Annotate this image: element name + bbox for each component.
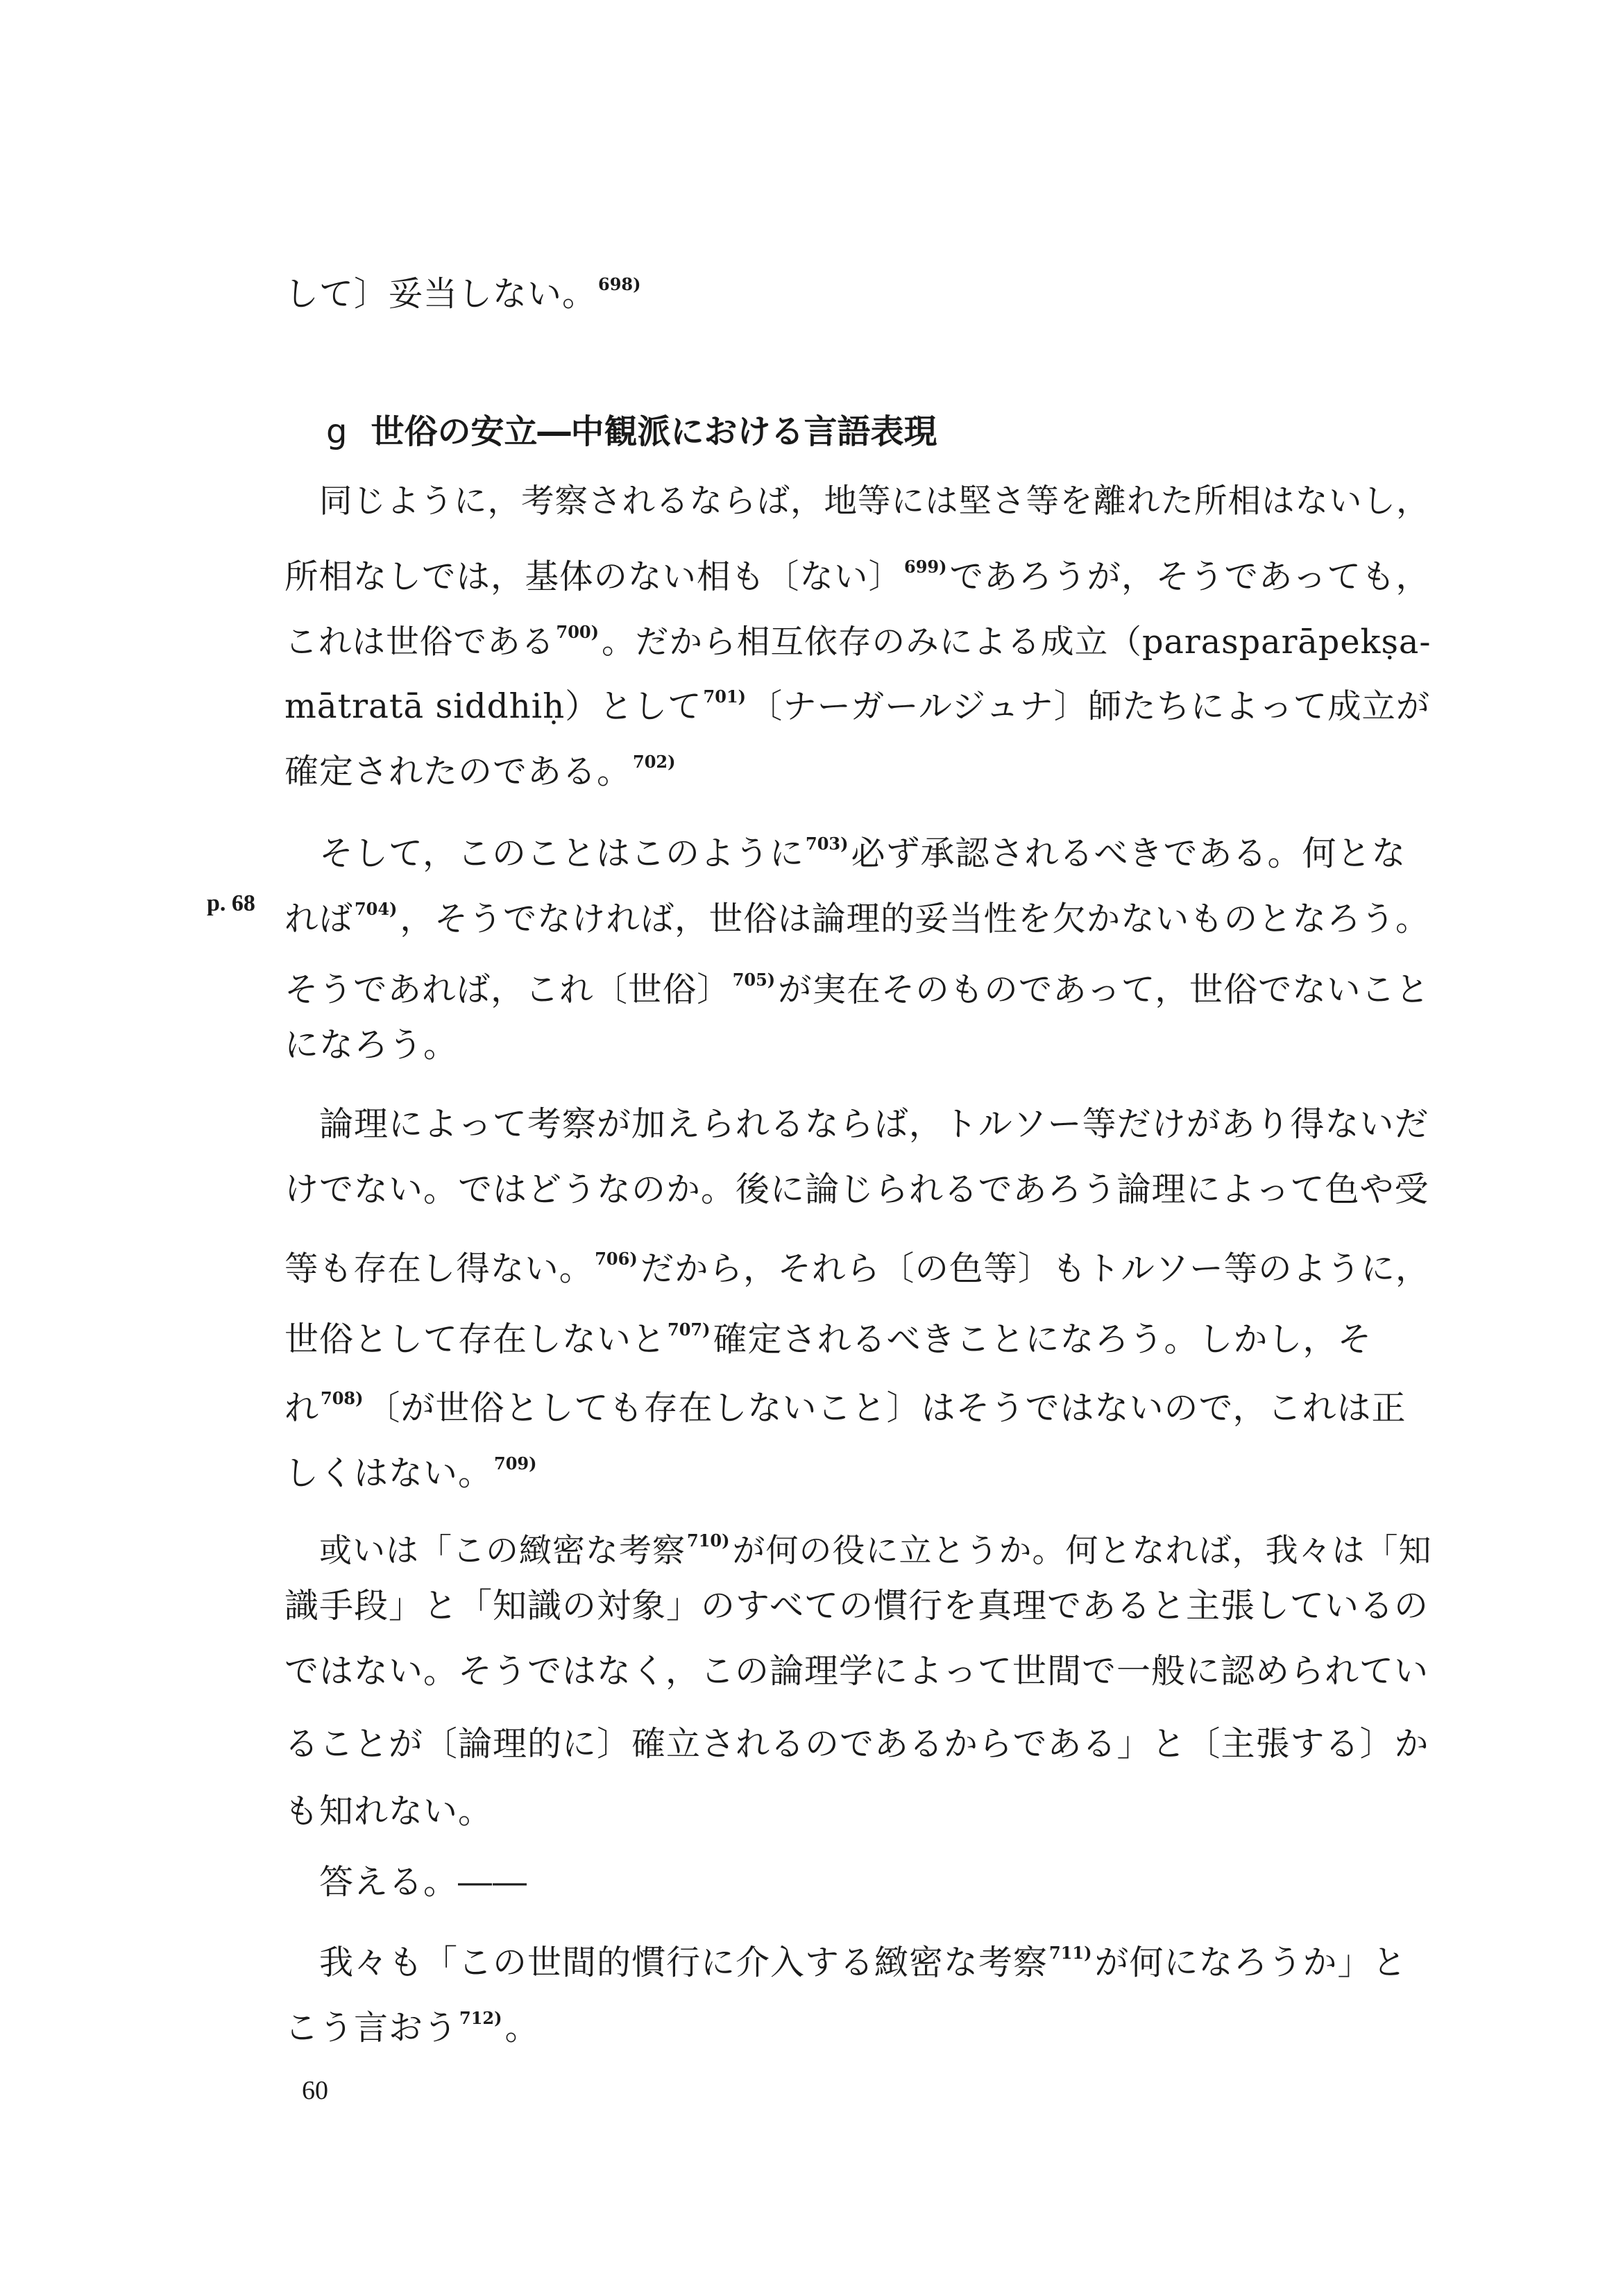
footnote-ref: 701): [703, 686, 746, 707]
text-line-17: 或いは「この緻密な考察$^{710)}$が何の役に立とうか。何となれば，我々は「知: [319, 1530, 1432, 1570]
text-line-18: 識手段」と「知識の対象」のすべての慣行を真理であると主張しているの: [284, 1586, 1429, 1626]
text-line-21: も知れない。: [284, 1791, 493, 1831]
footnote-ref: 703): [806, 834, 849, 854]
footnote-ref: 704): [354, 899, 398, 919]
footnote-ref: 706): [595, 1249, 638, 1269]
text-line-19: ではない。そうではなく，この論理学によって世間で一般に認められてい: [284, 1651, 1429, 1691]
text-line-16: しくはない。$^{709)}$: [284, 1453, 537, 1493]
footnote-ref: 709): [494, 1453, 537, 1474]
footnote-ref: 707): [668, 1319, 711, 1340]
text-line-4: これは世俗である$^{700)}$。だから相互依存のみによる成立（parasparāpekṣa-: [284, 622, 1431, 661]
text-line-11: 論理によって考察が加えられるならば，トルソー等だけがあり得ないだ: [319, 1104, 1429, 1144]
section-title: 世俗の安立―中観派における言語表現: [371, 412, 937, 451]
text-line-2: 同じように，考察されるならば，地等には堅さ等を離れた所相はないし，: [319, 482, 1430, 521]
text-line-8: れば$^{704)}$，そうでなければ，世俗は論理的妥当性を欠かないものとなろう。: [284, 899, 1430, 938]
text-line-22: 答える。――: [319, 1862, 528, 1902]
footnote-ref: 699): [904, 557, 947, 577]
text-line-24: こう言おう$^{712)}$。: [284, 2008, 540, 2048]
footnote-ref: 705): [732, 970, 776, 990]
text-line-10: になろう。: [284, 1025, 459, 1065]
text-line-13: 等も存在し得ない。$^{706)}$だから，それら〔の色等〕もトルソー等のように，: [284, 1249, 1430, 1288]
text-line-12: けでない。ではどうなのか。後に論じられるであろう論理によって色や受: [284, 1170, 1429, 1209]
text-line-3: 所相なしでは，基体のない相も〔ない〕$^{699)}$であろうが，そうであっても，: [284, 557, 1430, 596]
text-line-7: そして，このことはこのように$^{703)}$必ず承認されるべきである。何とな: [319, 834, 1407, 873]
text-line-1: して〕妥当しない。$^{698)}$: [284, 274, 641, 314]
footnote-ref: 698): [598, 274, 641, 294]
text-line-9: そうであれば，これ〔世俗〕$^{705)}$が実在そのものであって，世俗でないこと: [284, 970, 1430, 1009]
section-heading: [326, 411, 937, 453]
page-number: 60: [302, 2076, 328, 2105]
text-line-5: mātratā siddhiḥ）として$^{701)}$〔ナーガールジュナ〕師たちによって成立が: [284, 686, 1431, 726]
footnote-ref: 702): [633, 752, 676, 772]
footnote-ref: 708): [321, 1388, 364, 1408]
footnote-ref: 711): [1049, 1943, 1092, 1963]
footnote-ref: 710): [687, 1530, 730, 1551]
margin-page-reference: p. 68: [207, 890, 255, 916]
text-line-15: れ$^{708)}$〔が世俗としても存在しないこと〕はそうではないので，これは正: [284, 1388, 1407, 1428]
text-line-14: 世俗として存在しないと$^{707)}$確定されるべきことになろう。しかし，そ: [284, 1319, 1373, 1359]
footnote-ref: 700): [556, 622, 599, 642]
footnote-ref: 712): [459, 2008, 502, 2028]
text-line-6: 確定されたのである。$^{702)}$: [284, 752, 676, 791]
text-line-20: ることが〔論理的に〕確立されるのであるからである」と〔主張する〕か: [284, 1724, 1429, 1764]
section-letter: g: [326, 412, 348, 451]
text-line-23: 我々も「この世間的慣行に介入する緻密な考察$^{711)}$が何になろうか」と: [319, 1943, 1407, 1982]
